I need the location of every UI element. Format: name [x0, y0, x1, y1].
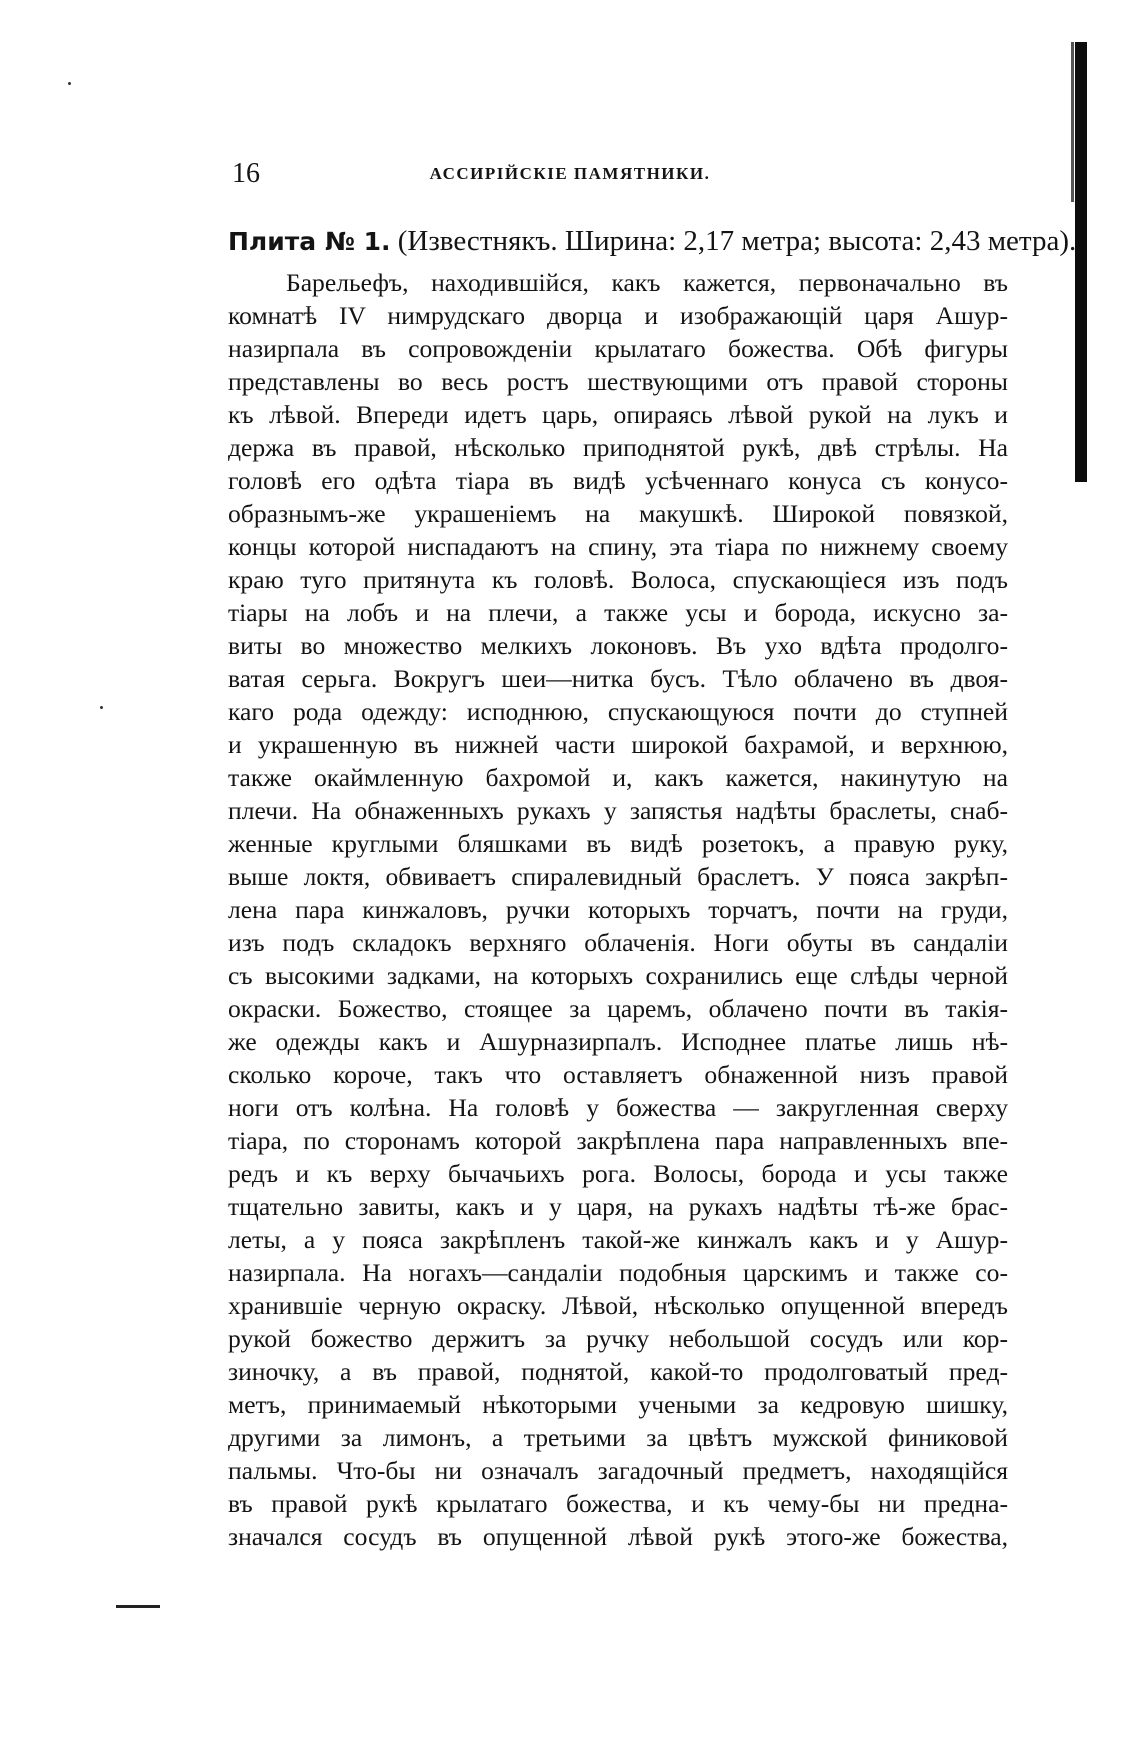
- text-line: сколько короче, такъ что оставляетъ обнаженной низъ правой: [228, 1060, 1008, 1089]
- text-line: виты во множество мелкихъ локоновъ. Въ ухо вдѣта продолго-: [228, 631, 1008, 660]
- plate-label: Плита № 1.: [228, 227, 391, 256]
- text-line: назирпала въ сопровожденіи крылатаго божества. Обѣ фигуры: [228, 334, 1008, 363]
- plate-details: (Известнякъ. Ширина: 2,17 метра; высота: 2,43 метра).: [397, 225, 1077, 257]
- text-line: въ правой рукѣ крылатаго божества, и къ чему-бы ни предна-: [228, 1489, 1008, 1518]
- text-line: метъ, принимаемый нѣкоторыми учеными за кедровую шишку,: [228, 1390, 1008, 1419]
- text-line: хранившіе черную окраску. Лѣвой, нѣсколько опущенной впередъ: [228, 1291, 1008, 1320]
- text-line: тщательно завиты, какъ и у царя, на рукахъ надѣты тѣ-же брас-: [228, 1192, 1008, 1221]
- margin-mark: [116, 1605, 160, 1608]
- text-line: леты, а у пояса закрѣпленъ такой-же кинжалъ какъ и у Ашур-: [228, 1225, 1008, 1254]
- text-line: изъ подъ складокъ верхняго облаченія. Ноги обуты въ сандаліи: [228, 928, 1008, 957]
- text-line: тіары на лобъ и на плечи, а также усы и борода, искусно за-: [228, 598, 1008, 627]
- plate-heading: [228, 224, 1077, 259]
- text-line: пальмы. Что-бы ни означалъ загадочный предметъ, находящійся: [228, 1456, 1008, 1485]
- text-line: значался сосудъ въ опущенной лѣвой рукѣ этого-же божества,: [228, 1522, 1008, 1551]
- text-line: рукой божество держитъ за ручку небольшой сосудъ или кор-: [228, 1324, 1008, 1353]
- text-line: образнымъ-же украшеніемъ на макушкѣ. Широкой повязкой,: [228, 499, 1008, 528]
- body-text: [228, 266, 1008, 1553]
- text-line: ноги отъ колѣна. На головѣ у божества — закругленная сверху: [228, 1093, 1008, 1122]
- text-line: зиночку, а въ правой, поднятой, какой-то продолговатый пред-: [228, 1357, 1008, 1386]
- text-line: выше локтя, обвиваетъ спиралевидный браслетъ. У пояса закрѣп-: [228, 862, 1008, 891]
- text-line: и украшенную въ нижней части широкой бахрамой, и верхнюю,: [228, 730, 1008, 759]
- text-line: краю туго притянута къ головѣ. Волоса, спускающіеся изъ подъ: [228, 565, 1008, 594]
- text-line: комнатѣ IV нимрудскаго дворца и изображающій царя Ашур-: [228, 301, 1008, 330]
- text-line: же одежды какъ и Ашурназирпалъ. Исподнее платье лишь нѣ-: [228, 1027, 1008, 1056]
- text-line: съ высокими задками, на которыхъ сохранились еще слѣды черной: [228, 961, 1008, 990]
- text-line: окраски. Божество, стоящее за царемъ, облачено почти въ такія-: [228, 994, 1008, 1023]
- text-line: представлены во весь ростъ шествующими отъ правой стороны: [228, 367, 1008, 396]
- scan-edge-bar: [1075, 42, 1087, 482]
- text-line: женные круглыми бляшками въ видѣ розетокъ, а правую руку,: [228, 829, 1008, 858]
- text-line: лена пара кинжаловъ, ручки которыхъ торчатъ, почти на груди,: [228, 895, 1008, 924]
- running-title: АССИРІЙСКІЕ ПАМЯТНИКИ.: [429, 164, 711, 183]
- text-line: каго рода одежду: исподнюю, спускающуюся почти до ступней: [228, 697, 1008, 726]
- scan-speck: [68, 82, 71, 85]
- text-line: также окаймленную бахромой и, какъ кажется, накинутую на: [228, 763, 1008, 792]
- text-line: къ лѣвой. Впереди идетъ царь, опираясь лѣвой рукой на лукъ и: [228, 400, 1008, 429]
- text-line: другими за лимонъ, а третьими за цвѣтъ мужской финиковой: [228, 1423, 1008, 1452]
- text-line: назирпала. На ногахъ—сандаліи подобныя царскимъ и также со-: [228, 1258, 1008, 1287]
- text-line: концы которой ниспадаютъ на спину, эта тіара по нижнему своему: [228, 532, 1008, 561]
- page-number: 16: [232, 158, 260, 189]
- text-line: Барельефъ, находившійся, какъ кажется, первоначально въ: [286, 268, 1008, 297]
- text-line: плечи. На обнаженныхъ рукахъ у запястья надѣты браслеты, снаб-: [228, 796, 1008, 825]
- text-line: держа въ правой, нѣсколько приподнятой рукѣ, двѣ стрѣлы. На: [228, 433, 1008, 462]
- text-line: ватая серьга. Вокругъ шеи—нитка бусъ. Тѣло облачено въ двоя-: [228, 664, 1008, 693]
- text-line: тіара, по сторонамъ которой закрѣплена пара направленныхъ впе-: [228, 1126, 1008, 1155]
- text-line: головѣ его одѣта тіара въ видѣ усѣченнаго конуса съ конусо-: [228, 466, 1008, 495]
- scan-speck: [100, 706, 103, 709]
- text-line: редъ и къ верху бычачьихъ рога. Волосы, борода и усы также: [228, 1159, 1008, 1188]
